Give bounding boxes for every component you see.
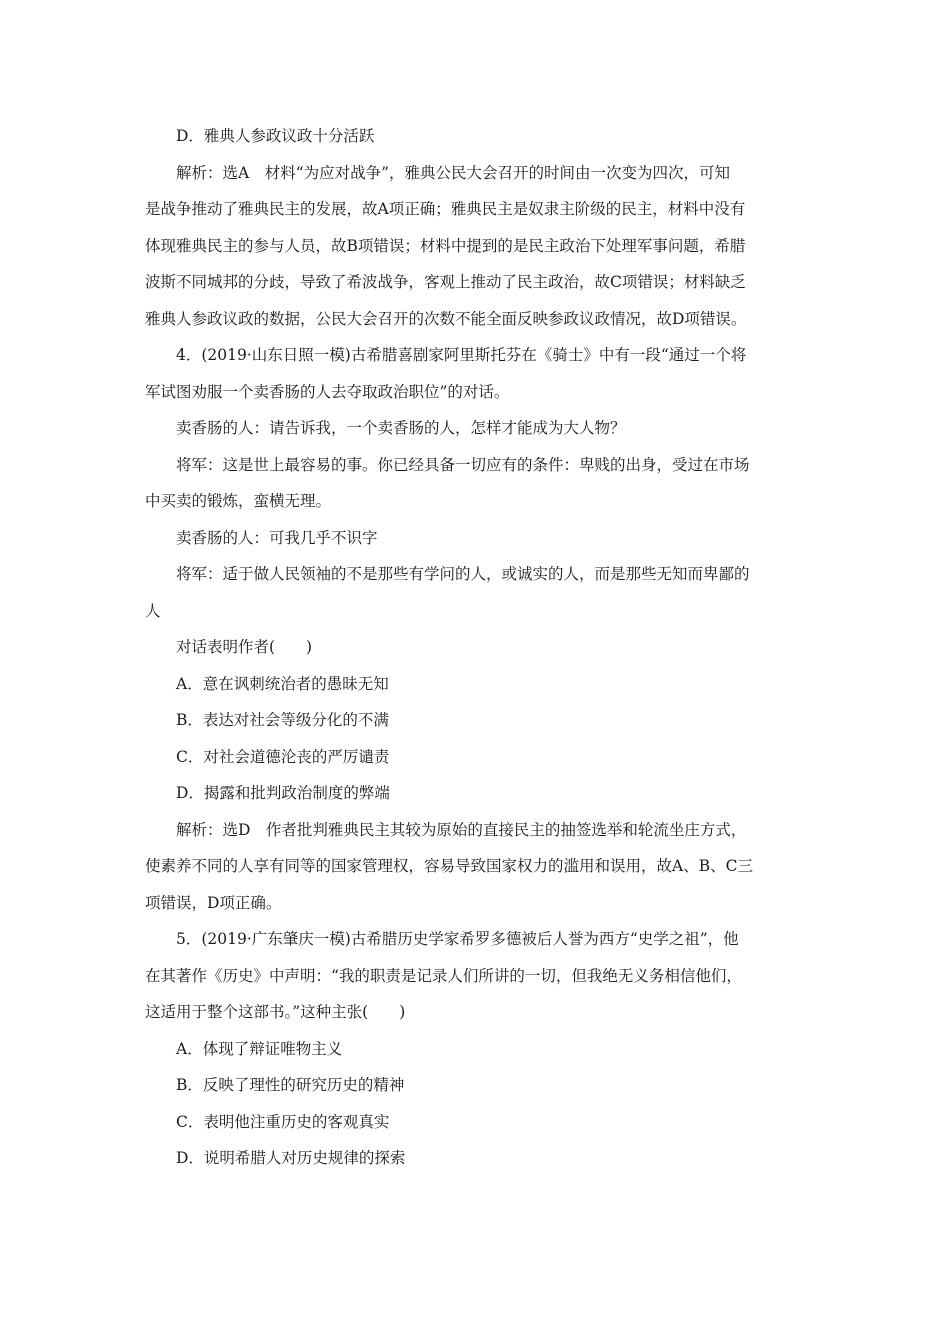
q4-analysis-line: 使素养不同的人享有同等的国家管理权，容易导致国家权力的滥用和误用，故A、B、C三 bbox=[145, 857, 753, 875]
dialogue-line: 人 bbox=[145, 601, 161, 620]
q4-option-d: D．揭露和批判政治制度的弊端 bbox=[176, 784, 390, 802]
q5-stem-line: 5．(2019·广东肇庆一模)古希腊历史学家希罗多德被后人誉为西方“史学之祖”，他 bbox=[176, 930, 739, 948]
q5-option-d: D．说明希腊人对历史规律的探索 bbox=[176, 1149, 406, 1167]
dialogue-line: 将军：适于做人民领袖的不是那些有学问的人，或诚实的人，而是那些无知而卑鄙的 bbox=[176, 565, 750, 583]
q4-stem-line: 4．(2019·山东日照一模)古希腊喜剧家阿里斯托芬在《骑士》中有一段“通过一个将 bbox=[176, 346, 747, 364]
q4-analysis-line: 项错误，D项正确。 bbox=[145, 893, 282, 912]
q5-stem-line: 这适用于整个这部书。”这种主张( ) bbox=[145, 1003, 406, 1021]
q3-analysis-line: 解析：选A 材料“为应对战争”，雅典公民大会召开的时间由一次变为四次，可知 bbox=[176, 163, 731, 182]
q4-analysis-line: 解析：选D 作者批判雅典民主其较为原始的直接民主的抽签选举和轮流坐庄方式， bbox=[176, 820, 747, 839]
q3-analysis-line: 雅典人参政议政的数据，公民大会召开的次数不能全面反映参政议政情况，故D项错误。 bbox=[145, 309, 747, 328]
q4-stem-line: 军试图劝服一个卖香肠的人去夺取政治职位”的对话。 bbox=[145, 382, 510, 401]
dialogue-line: 将军：这是世上最容易的事。你已经具备一切应有的条件：卑贱的出身，受过在市场 bbox=[176, 455, 750, 474]
q4-option-a: A．意在讽刺统治者的愚昧无知 bbox=[176, 674, 389, 693]
q5-option-c: C．表明他注重历史的客观真实 bbox=[176, 1112, 390, 1131]
dialogue-line: 卖香肠的人：可我几乎不识字 bbox=[176, 528, 378, 547]
q4-option-c: C．对社会道德沦丧的严厉谴责 bbox=[176, 747, 390, 766]
q4-question: 对话表明作者( ) bbox=[176, 638, 313, 656]
q5-option-b: B．反映了理性的研究历史的精神 bbox=[176, 1076, 405, 1094]
q3-analysis-line: 是战争推动了雅典民主的发展，故A项正确；雅典民主是奴隶主阶级的民主，材料中没有 bbox=[145, 200, 746, 218]
dialogue-line: 中买卖的锻炼，蛮横无理。 bbox=[145, 492, 332, 510]
q3-analysis-line: 体现雅典民主的参与人员，故B项错误；材料中提到的是民主政治下处理军事问题，希腊 bbox=[145, 236, 746, 255]
q5-option-a: A．体现了辩证唯物主义 bbox=[176, 1039, 343, 1058]
q5-stem-line: 在其著作《历史》中声明：“我的职责是记录人们所讲的一切，但我绝无义务相信他们， bbox=[145, 966, 742, 985]
q3-option-d: D．雅典人参政议政十分活跃 bbox=[176, 127, 375, 145]
q3-analysis-line: 波斯不同城邦的分歧，导致了希波战争，客观上推动了民主政治，故C项错误；材料缺乏 bbox=[145, 273, 746, 291]
dialogue-line: 卖香肠的人：请告诉我，一个卖香肠的人，怎样才能成为大人物？ bbox=[176, 419, 626, 437]
q4-option-b: B．表达对社会等级分化的不满 bbox=[176, 711, 389, 729]
document-page bbox=[145, 118, 810, 1177]
